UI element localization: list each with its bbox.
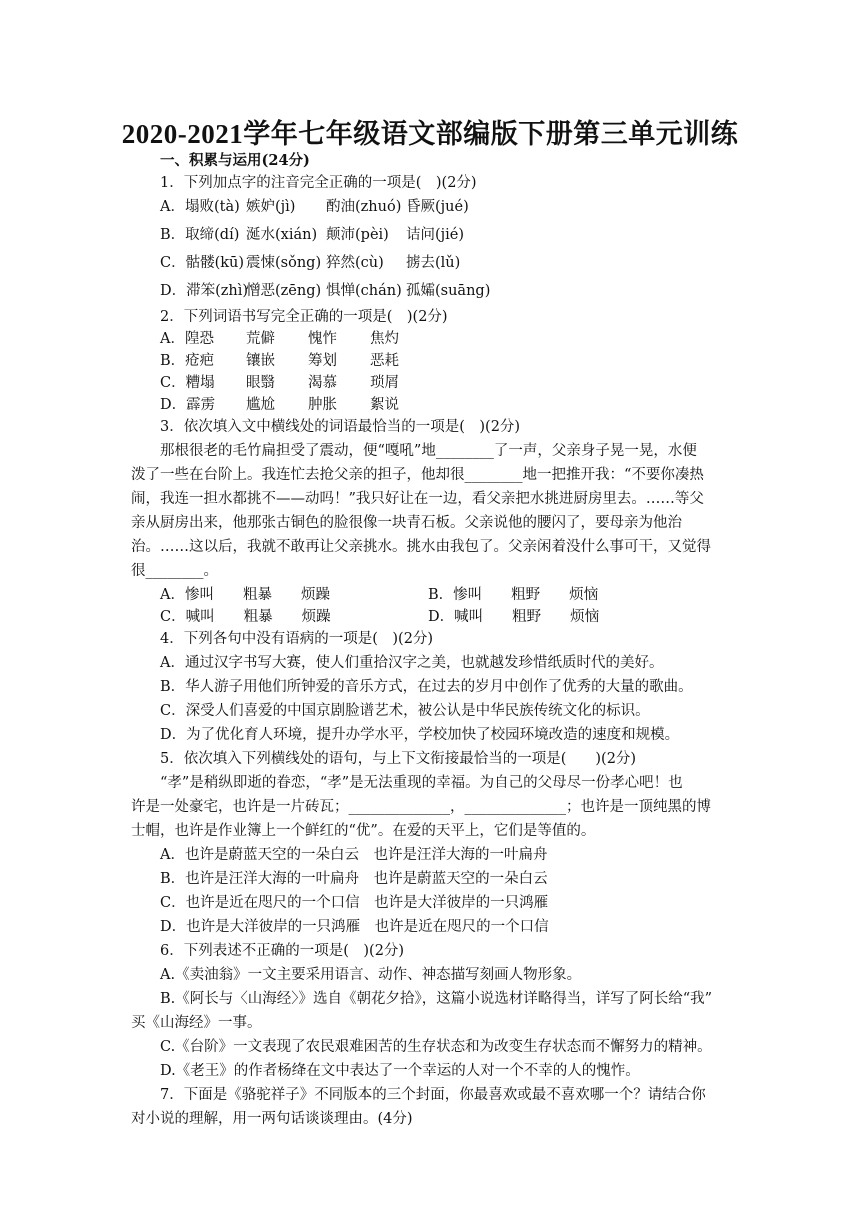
q2c-3: 渴慕: [308, 375, 337, 391]
q2-option-d: [160, 394, 399, 416]
q6-option-a: A.《卖油翁》一文主要采用语言、动作、神态描写刻画人物形象。: [160, 967, 582, 983]
question-2-stem: 2．下列词语书写完全正确的一项是( )(2分): [160, 309, 448, 325]
q6-option-d: D.《老王》的作者杨绛在文中表达了一个幸运的人对一个不幸的人的愧怍。: [160, 1063, 640, 1079]
q2d-3: 肿胀: [308, 397, 337, 413]
q5-passage-3: 士帽，也许是作业簿上一个鲜红的“优”。在爱的天平上，它们是等值的。: [131, 823, 596, 839]
q1b-2: 涎水(xián): [246, 227, 318, 243]
q1c-3: 猝然(cù): [326, 255, 384, 271]
q1c-4: 掳去(lǔ): [406, 255, 461, 271]
q4-option-c: C．深受人们喜爱的中国京剧脸谱艺术，被公认是中华民族传统文化的标识。: [160, 703, 650, 719]
q5-passage-1: “孝”是稍纵即逝的眷恋，“孝”是无法重现的幸福。为自己的父母尽一份孝心吧！也: [160, 775, 683, 791]
q5-passage-2: 许是一处豪宅，也许是一片砖瓦；______________，______________；也许是一顶纯黑的博: [131, 799, 711, 815]
q5-option-b: B．也许是汪洋大海的一叶扁舟 也许是蔚蓝天空的一朵白云: [160, 871, 548, 887]
q2d-1: D．霹雳: [160, 397, 216, 413]
question-5-stem: 5．依次填入下列横线处的语句，与上下文衔接最恰当的一项是( )(2分): [160, 751, 637, 767]
q3-passage-3: 闹，我连一担水都挑不——动吗！”我只好让在一边，看父亲把水挑进厨房里去。……等父: [131, 491, 704, 507]
q3-option-c: C．喊叫 粗暴 烦躁: [160, 609, 331, 625]
q1d-1: D．滞笨(zhì): [160, 283, 249, 299]
q3-option-b: B．惨叫 粗野 烦恼: [428, 587, 599, 603]
q2d-2: 尴尬: [246, 397, 275, 413]
q1a-1: A．塌败(tà): [160, 199, 240, 215]
q5-option-a: A．也许是蔚蓝天空的一朵白云 也许是汪洋大海的一叶扁舟: [160, 847, 548, 863]
q1d-4: 孤孀(suāng): [406, 283, 491, 299]
q1-option-a: [160, 196, 469, 218]
q1d-3: 惧惮(chán): [326, 283, 402, 299]
q2a-3: 愧怍: [308, 331, 337, 347]
q2-option-b: [160, 350, 399, 372]
q5-option-d: D．也许是大洋彼岸的一只鸿雁 也许是近在咫尺的一个口信: [160, 919, 549, 935]
q2-option-c: [160, 372, 399, 394]
q3-option-a: A．惨叫 粗暴 烦躁: [160, 587, 330, 603]
q3-passage-5: 治。……这以后，我就不敢再让父亲挑水。挑水由我包了。父亲闲着没什么事可干，又觉得: [131, 539, 711, 555]
q2c-4: 琐屑: [370, 375, 399, 391]
q2b-3: 筹划: [308, 353, 337, 369]
q2a-4: 焦灼: [370, 331, 399, 347]
q4-option-b: B．华人游子用他们所钟爱的音乐方式，在过去的岁月中创作了优秀的大量的歌曲。: [160, 679, 693, 695]
section-heading: 一、积累与运用(24分): [160, 152, 310, 169]
question-6-stem: 6．下列表述不正确的一项是( )(2分): [160, 943, 405, 959]
question-1-stem: 1．下列加点字的注音完全正确的一项是( )(2分): [160, 175, 477, 191]
question-3-stem: 3．依次填入文中横线处的词语最恰当的一项是( )(2分): [160, 419, 521, 435]
q2c-2: 眼翳: [246, 375, 275, 391]
q1c-2: 震悚(sǒng): [246, 255, 322, 271]
q2b-2: 镶嵌: [246, 353, 275, 369]
q1c-1: C．骷髅(kū): [160, 255, 245, 271]
q4-option-d: D．为了优化育人环境，提升办学水平，学校加快了校园环境改造的速度和规模。: [160, 727, 680, 743]
q2a-1: A．隍恐: [160, 331, 214, 347]
q1-option-b: [160, 224, 464, 246]
q2a-2: 荒僻: [246, 331, 275, 347]
q1b-1: B．取缔(dí): [160, 227, 240, 243]
q4-option-a: A．通过汉字书写大赛，使人们重拾汉字之美，也就越发珍惜纸质时代的美好。: [160, 655, 664, 671]
q2b-4: 恶耗: [370, 353, 399, 369]
q1b-3: 颠沛(pèi): [326, 227, 389, 243]
q3-passage-6: 很________。: [131, 563, 218, 579]
question-4-stem: 4．下列各句中没有语病的一项是( )(2分): [160, 631, 434, 647]
q2d-4: 絮说: [370, 397, 399, 413]
q5-option-c: C．也许是近在咫尺的一个口信 也许是大洋彼岸的一只鸿雁: [160, 895, 549, 911]
q3-passage-4: 亲从厨房出来，他那张古铜色的脸很像一块青石板。父亲说他的腰闪了，要母亲为他治: [131, 515, 682, 531]
q1d-2: 憎恶(zēng): [246, 283, 322, 299]
q6-option-c: C.《台阶》一文表现了农民艰难困苦的生存状态和为改变生存状态而不懈努力的精神。: [160, 1039, 712, 1055]
question-7-line2: 对小说的理解，用一两句话谈谈理由。(4分): [131, 1111, 413, 1127]
q6-option-b-line1: B.《阿长与〈山海经〉》选自《朝花夕拾》，这篇小说选材详略得当，详写了阿长给“我”: [160, 991, 713, 1007]
q2b-1: B．疮疤: [160, 353, 215, 369]
q3-passage-2: 泼了一些在台阶上。我连忙去抢父亲的担子，他却很________地一把推开我：“不要你凑热: [131, 467, 704, 483]
q1a-2: 嫉妒(jì): [246, 199, 296, 215]
question-7-line1: 7．下面是《骆驼祥子》不同版本的三个封面，你最喜欢或最不喜欢哪一个？请结合你: [160, 1087, 706, 1103]
q1-option-d: [160, 280, 490, 302]
q1a-4: 昏厥(jué): [406, 199, 469, 215]
q6-option-b-line2: 买《山海经》一事。: [131, 1015, 262, 1031]
q1-option-c: [160, 252, 460, 274]
q2c-1: C．糟塌: [160, 375, 215, 391]
q3-passage-1: 那根很老的毛竹扁担受了震动，便“嘎吼”地________了一声，父亲身子晃一晃，水便: [160, 443, 697, 459]
q1a-3: 酌油(zhuó): [326, 199, 402, 215]
q3-option-d: D．喊叫 粗野 烦恼: [428, 609, 600, 625]
page-title: 2020-2021学年七年级语文部编版下册第三单元训练: [121, 119, 739, 149]
q1b-4: 诘问(jié): [406, 227, 465, 243]
q2-option-a: [160, 328, 399, 350]
